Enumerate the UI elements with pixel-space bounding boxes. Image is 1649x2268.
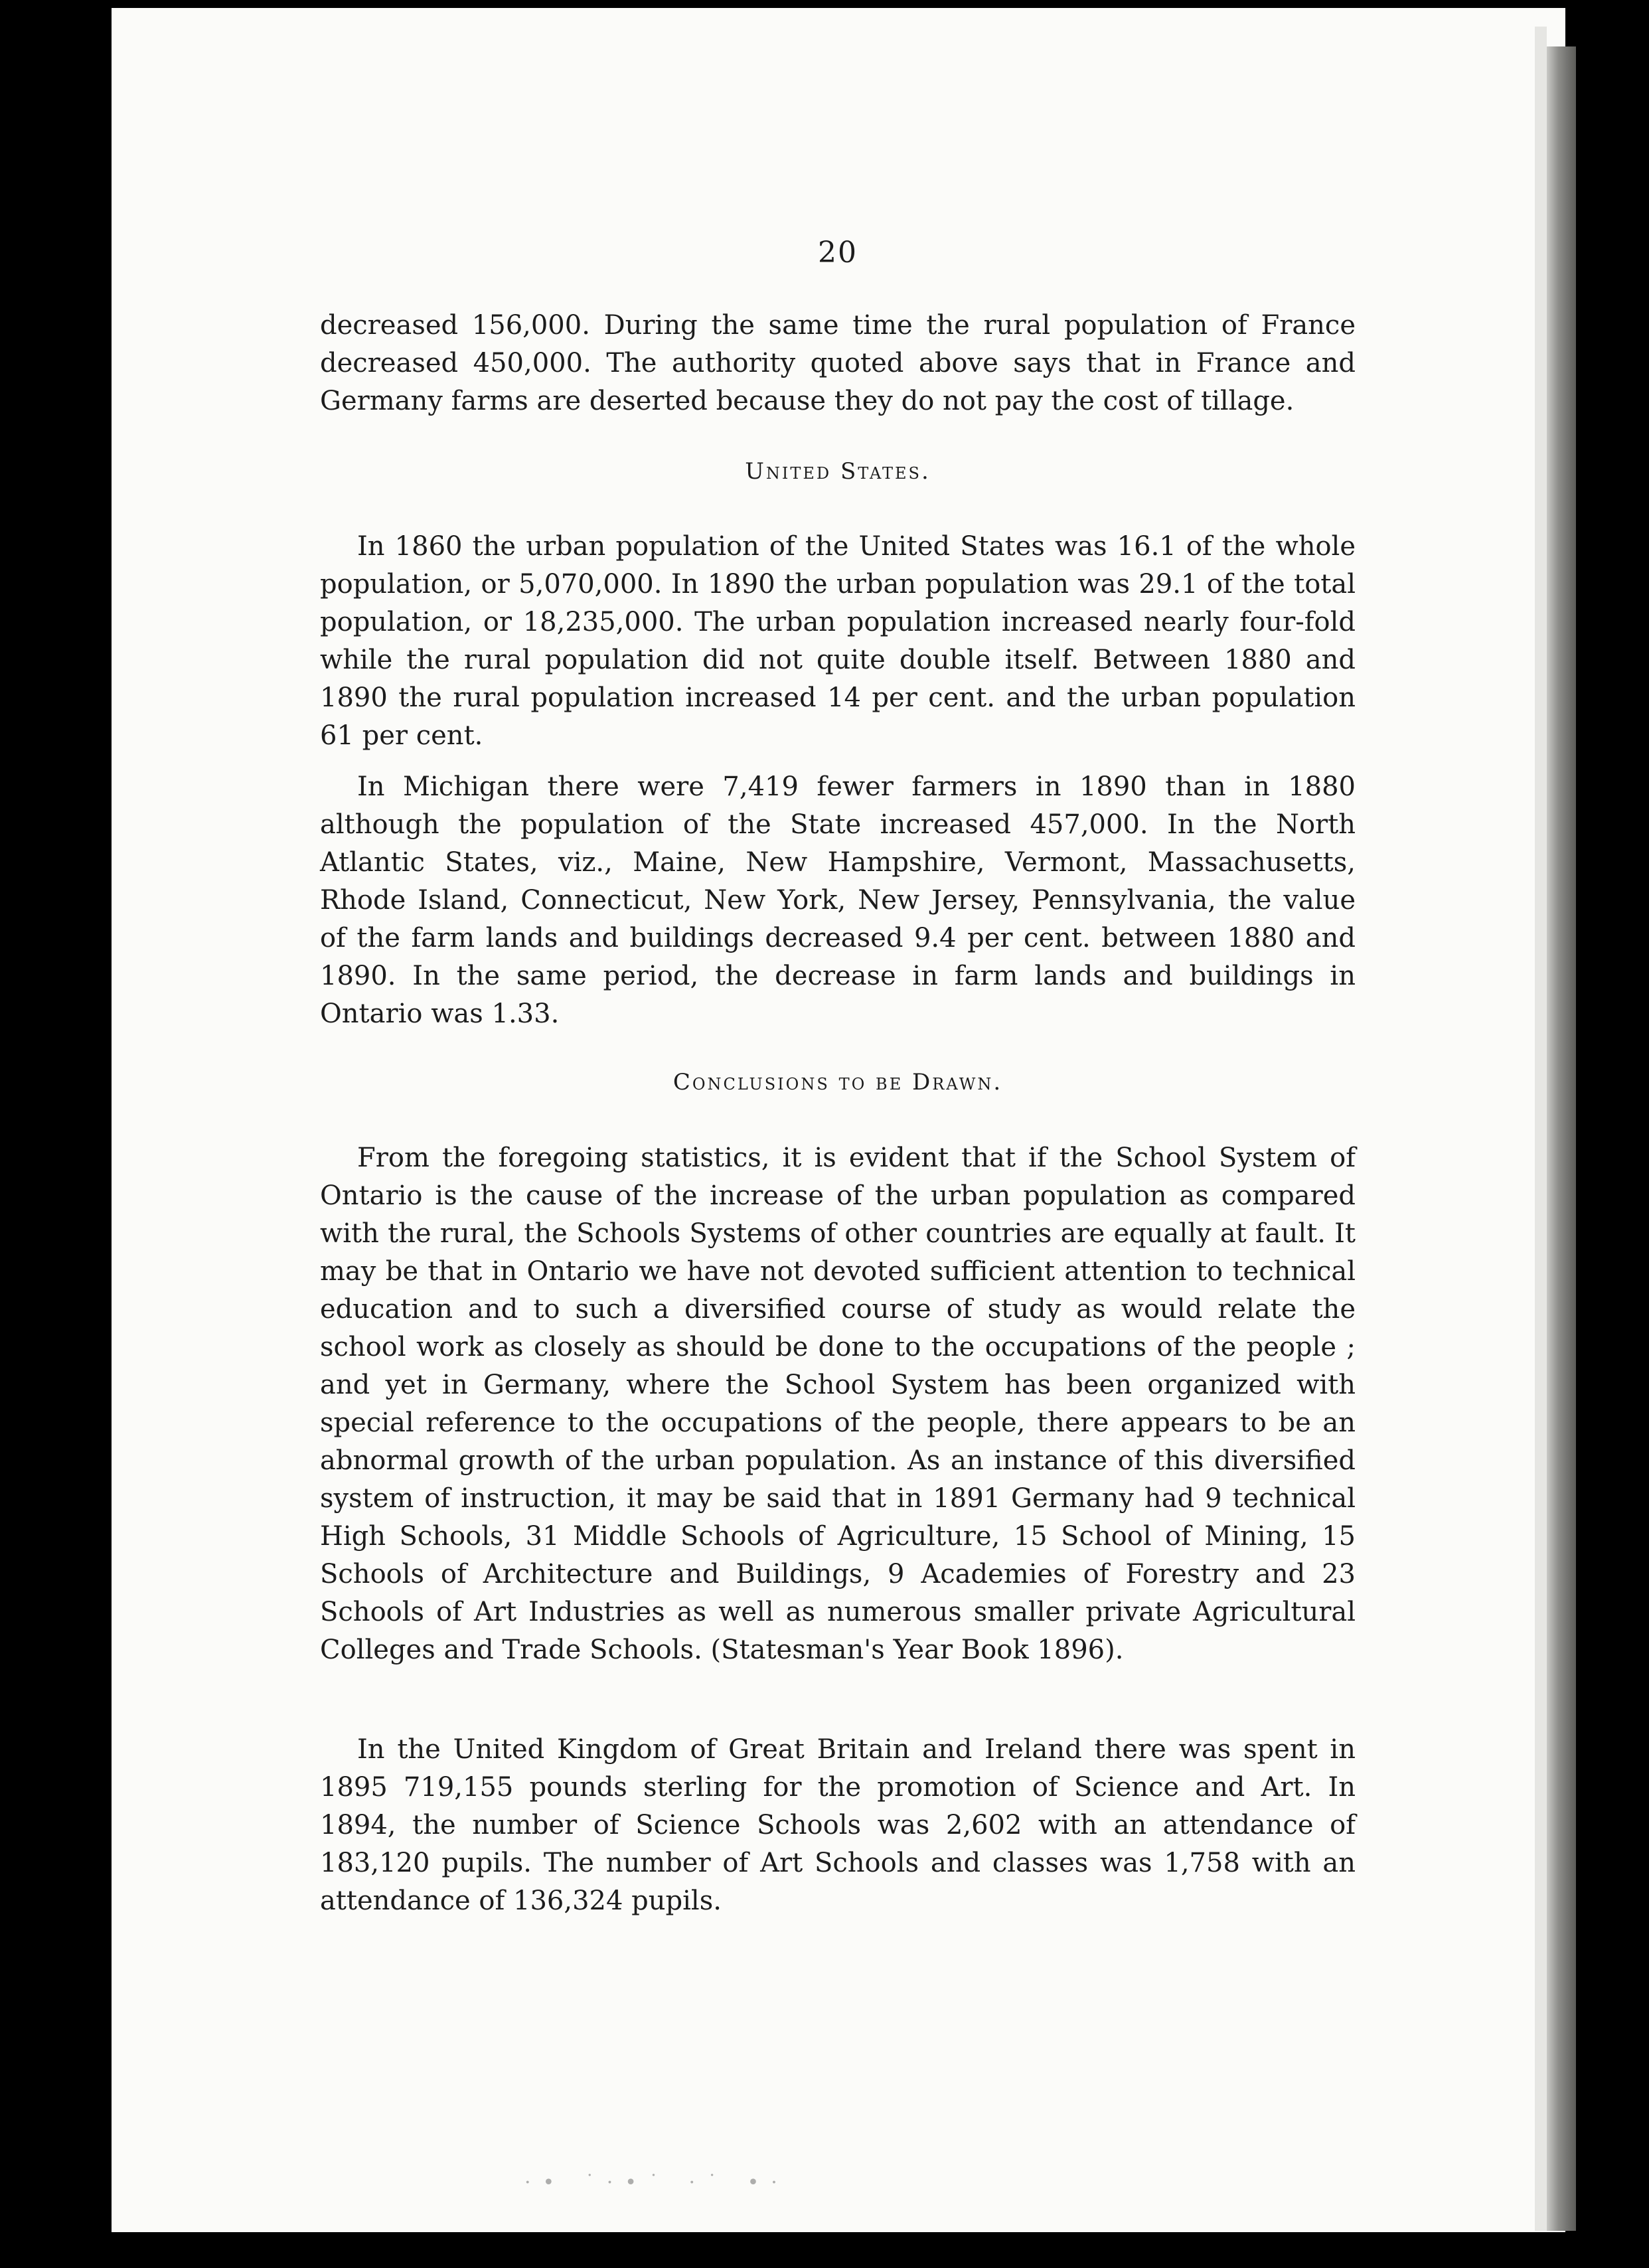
- paragraph-france-germany: decreased 156,000. During the same time the rural population of France decreased 450,000. The authority quoted above says that in France and Germany farms are deserted because they do not pay the cost of tillage.: [320, 310, 1356, 416]
- paragraph-united-kingdom: In the United Kingdom of Great Britain and Ireland there was spent in 1895 719,155 pounds sterling for the promotion of Science and Art. In 1894, the number of Science Schools was 2,602 with an attendance of 183,120 pupils. The number of Art Schools and classes was 1,758 with an attendance of 136,324 pupils.: [320, 1734, 1356, 1916]
- paragraph-michigan: In Michigan there were 7,419 fewer farmers in 1890 than in 1880 although the population of the State increased 457,000. In the North Atlantic States, viz., Maine, New Hampshire, Vermont, Massachusetts, Rhode Island, Connecticut, New York, New Jersey, Pennsylvania, the value of the farm lands and buildings decreased 9.4 per cent. between 1880 and 1890. In the same period, the decrease in farm lands and buildings in Ontario was 1.33.: [320, 771, 1356, 1029]
- page-edge: [1535, 27, 1547, 2231]
- paragraph-conclusions: From the foregoing statistics, it is evident that if the School System of Ontario is the cause of the increase of the urban population as compared with the rural, the Schools Systems of other countries are equally at fault. It may be that in Ontario we have not devoted sufficient attention to technical education and to such a diversified course of study as would relate the school work as closely as should be done to the occupations of the people ; and yet in Germany, where the School System has been organized with special reference to the occupations of the people, there appears to be an abnormal growth of the urban population. As an instance of this diversified system of instruction, it may be said that in 1891 Germany had 9 technical High Schools, 31 Middle Schools of Agriculture, 15 School of Mining, 15 Schools of Architecture and Buildings, 9 Academies of Forestry and 23 Schools of Art Industries as well as numerous smaller private Agricultural Colleges and Trade Schools. (Statesman's Year Book 1896).: [320, 1143, 1356, 1665]
- heading-conclusions: Conclusions to be Drawn.: [672, 1069, 1003, 1095]
- heading-united-states: United States.: [745, 458, 931, 485]
- page-number: 20: [818, 236, 858, 270]
- binding-shadow: [1547, 46, 1576, 2231]
- scan-noise-marks: ·• ˙·•˙ ·˙ •·: [524, 2171, 789, 2194]
- paragraph-united-states-urban: In 1860 the urban population of the United States was 16.1 of the whole population, or 5,070,000. In 1890 the urban population was 29.1 of the total population, or 18,235,000. The urban population increased nearly four-fold while the rural population did not quite double itself. Between 1880 and 1890 the rural population increased 14 per cent. and the urban population 61 per cent.: [320, 531, 1356, 751]
